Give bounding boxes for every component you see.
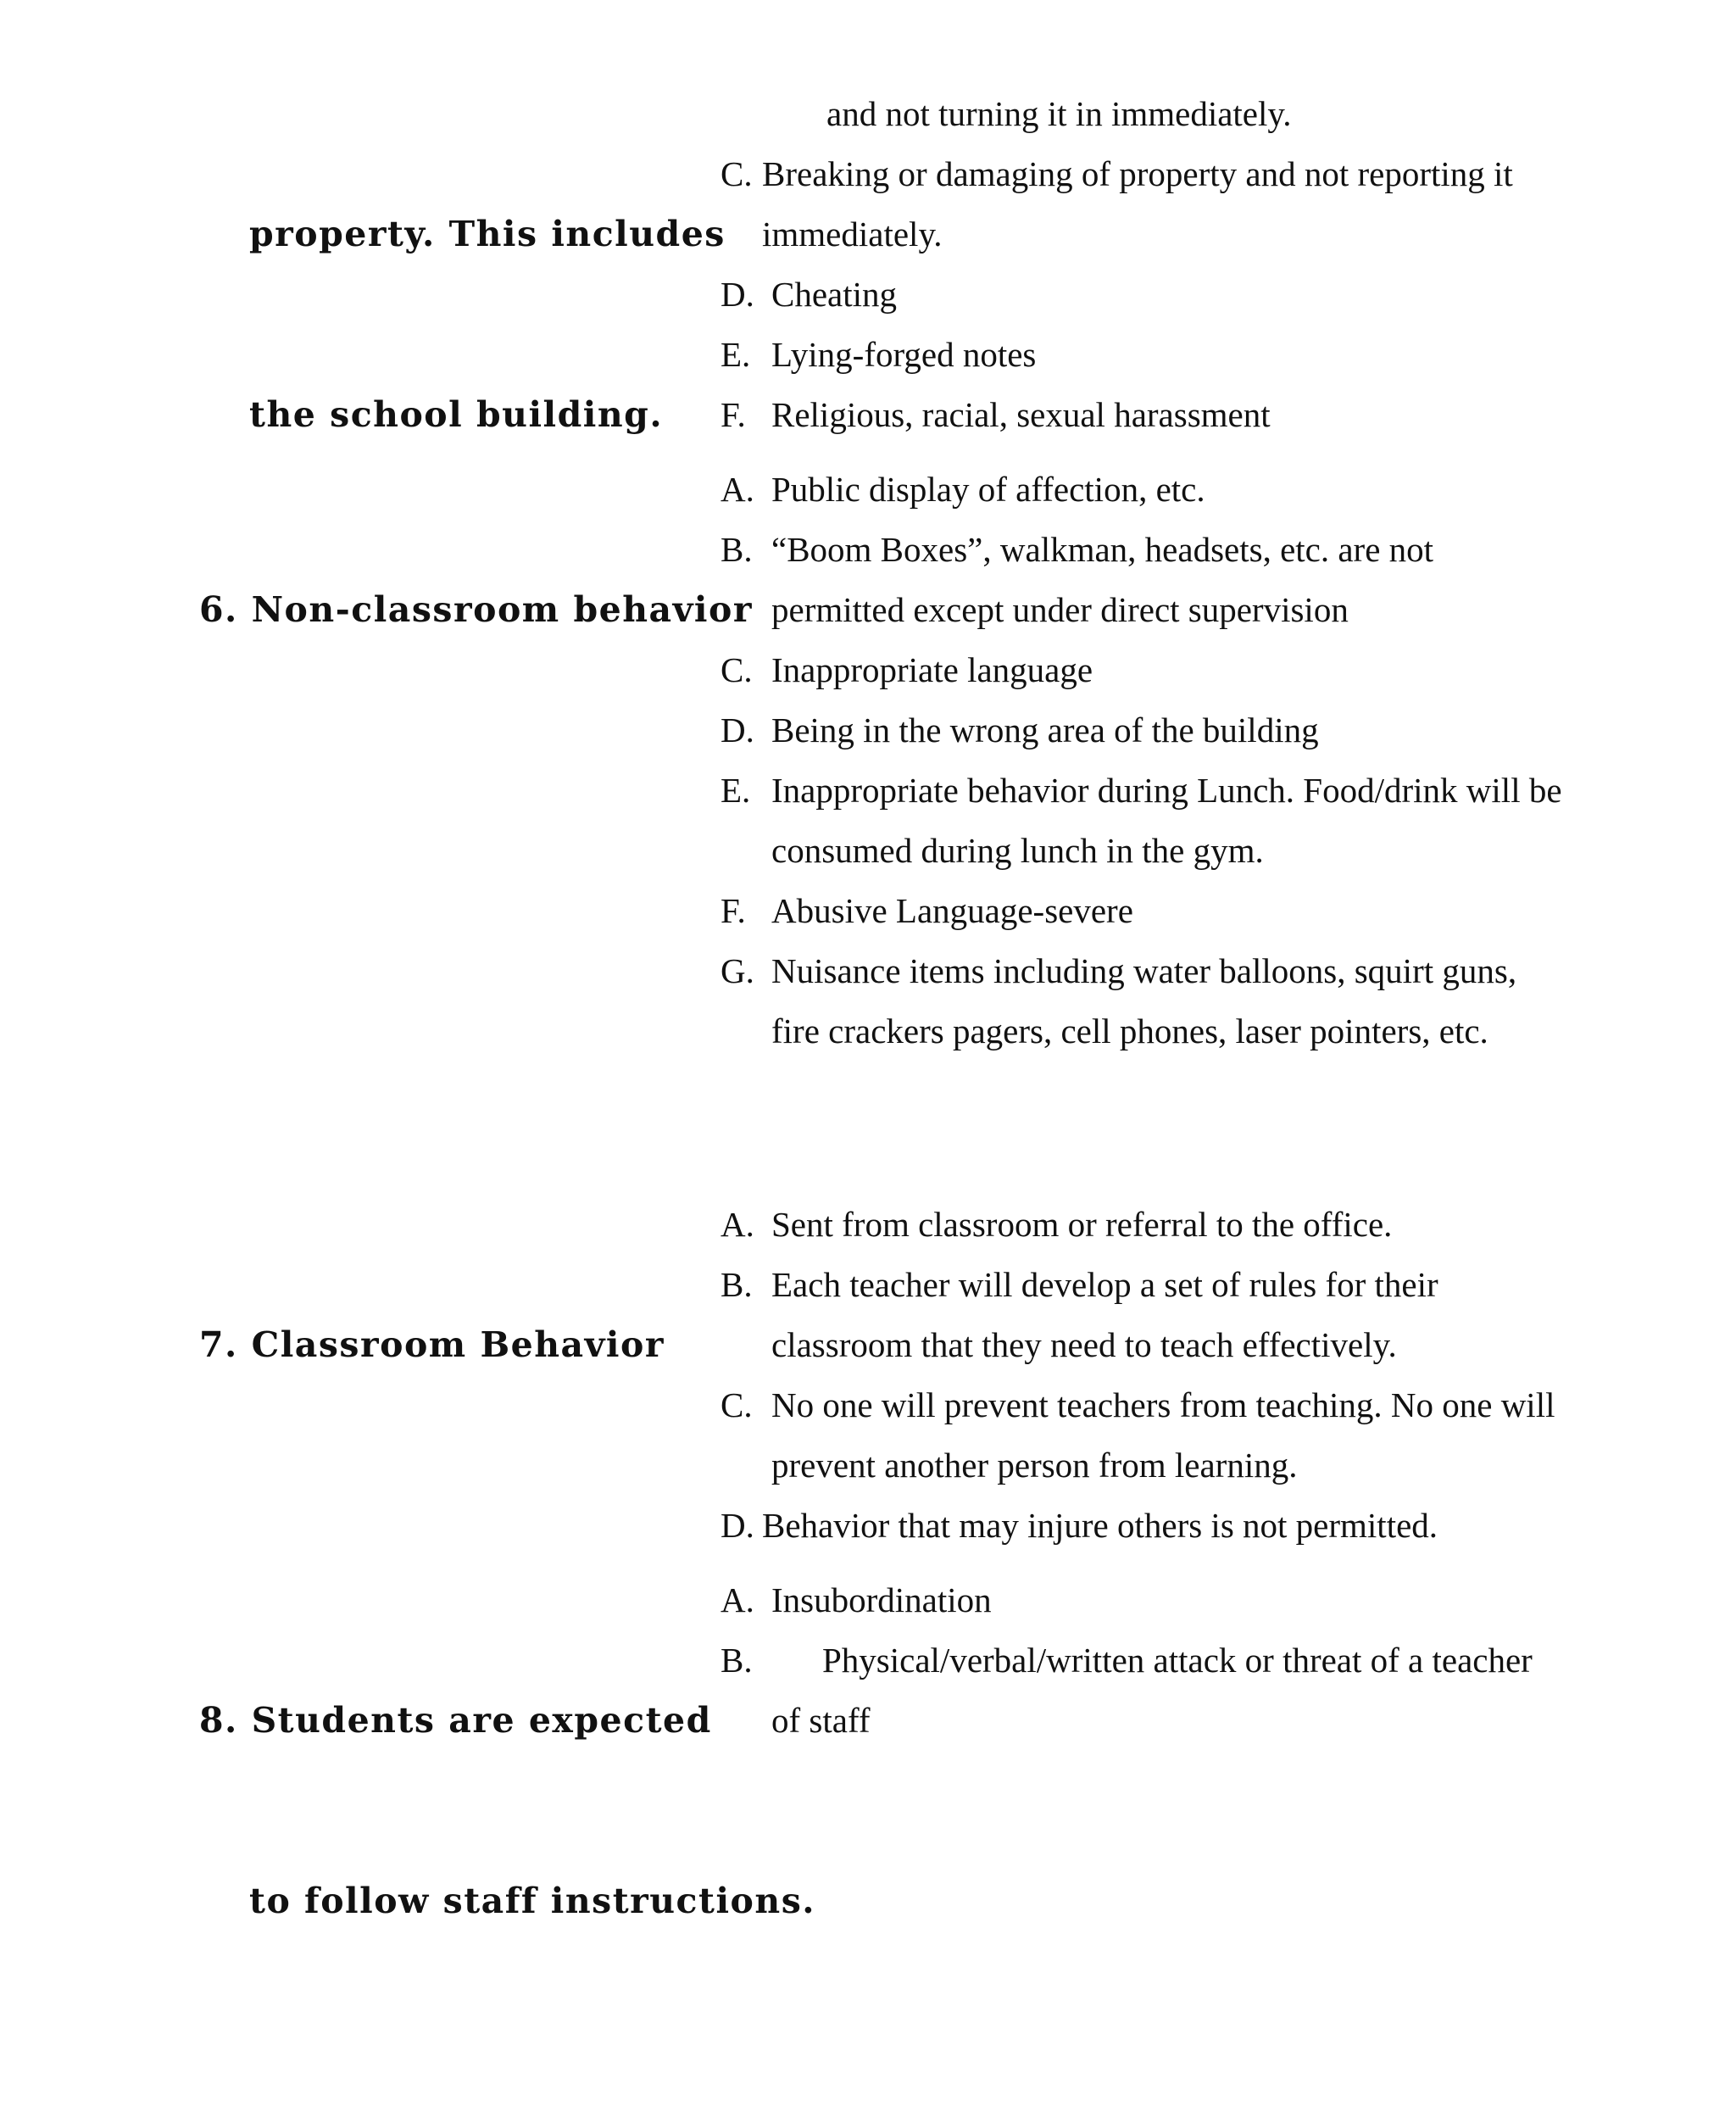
item-text: Physical/verbal/written attack or threat of a teacher of staff (771, 1641, 1533, 1740)
item-letter: E. (721, 771, 751, 810)
list-item (721, 325, 1568, 385)
list-item (721, 84, 1568, 144)
heading-line: property. This includes (249, 214, 726, 254)
list-item (721, 881, 1568, 941)
list-item (721, 265, 1568, 325)
rule-list (721, 1195, 1568, 1556)
item-letter: A. (721, 1205, 754, 1244)
item-text: Sent from classroom or referral to the office. (771, 1205, 1393, 1244)
heading-line: 6. Non-classroom behavior (199, 589, 753, 630)
list-item (721, 1630, 1568, 1751)
item-letter: B. (721, 1265, 753, 1304)
rule-list (721, 84, 1568, 445)
item-text: “Boom Boxes”, walkman, headsets, etc. are not permitted except under direct supervision (771, 530, 1434, 629)
list-item (721, 941, 1568, 1062)
heading-line: the school building. (249, 394, 664, 435)
list-item (721, 1255, 1568, 1375)
section-heading (199, 460, 753, 761)
item-text: Lying-forged notes (771, 335, 1037, 374)
heading-line: 7. Classroom Behavior (199, 1324, 665, 1365)
item-letter: E. (721, 335, 751, 374)
item-letter: D. (721, 1506, 754, 1545)
item-text: Insubordination (771, 1580, 992, 1619)
list-item (721, 1570, 1568, 1630)
item-text: Each teacher will develop a set of rules for their classroom that they need to teach effectively. (771, 1265, 1438, 1364)
item-text: Being in the wrong area of the building (771, 711, 1319, 750)
heading-line: to follow staff instructions. (249, 1881, 816, 1921)
item-text: Breaking or damaging of property and not reporting it immediately. (762, 154, 1513, 254)
item-text: Public display of affection, etc. (771, 470, 1205, 509)
item-letter: D. (721, 275, 754, 314)
item-letter: A. (721, 470, 754, 509)
item-text: and not turning it in immediately. (826, 94, 1292, 133)
item-text: No one will prevent teachers from teaching. No one will prevent another person from learning. (771, 1385, 1555, 1485)
item-text: Cheating (771, 275, 898, 314)
rule-list (721, 1570, 1568, 1751)
list-item (721, 144, 1568, 265)
item-letter: C. (721, 650, 753, 689)
item-letter: A. (721, 1580, 754, 1619)
list-item (721, 1195, 1568, 1255)
list-item (721, 1375, 1568, 1496)
item-letter: F. (721, 891, 746, 930)
list-item (721, 640, 1568, 700)
item-text: Religious, racial, sexual harassment (771, 395, 1271, 434)
list-item (721, 761, 1568, 881)
section-heading (199, 1195, 665, 1496)
item-letter: C. (721, 154, 753, 193)
item-text: Nuisance items including water balloons, squirt guns, fire crackers pagers, cell phones, laser pointers, etc. (771, 951, 1517, 1050)
item-letter: B. (721, 1641, 753, 1680)
list-item (721, 385, 1568, 445)
heading-line: 8. Students are expected (199, 1700, 712, 1741)
item-letter: C. (721, 1385, 753, 1424)
item-text: Abusive Language-severe (771, 891, 1133, 930)
item-text: Inappropriate behavior during Lunch. Food/drink will be consumed during lunch in the gym. (771, 771, 1562, 870)
rule-list (721, 460, 1568, 1062)
item-letter: G. (721, 951, 754, 990)
list-item (721, 700, 1568, 761)
list-item (721, 460, 1568, 520)
item-letter: D. (721, 711, 754, 750)
list-item (721, 1496, 1568, 1556)
item-letter: F. (721, 395, 746, 434)
item-letter: B. (721, 530, 753, 569)
item-text: Inappropriate language (771, 650, 1093, 689)
item-text: Behavior that may injure others is not permitted. (762, 1506, 1438, 1545)
list-item (721, 520, 1568, 640)
